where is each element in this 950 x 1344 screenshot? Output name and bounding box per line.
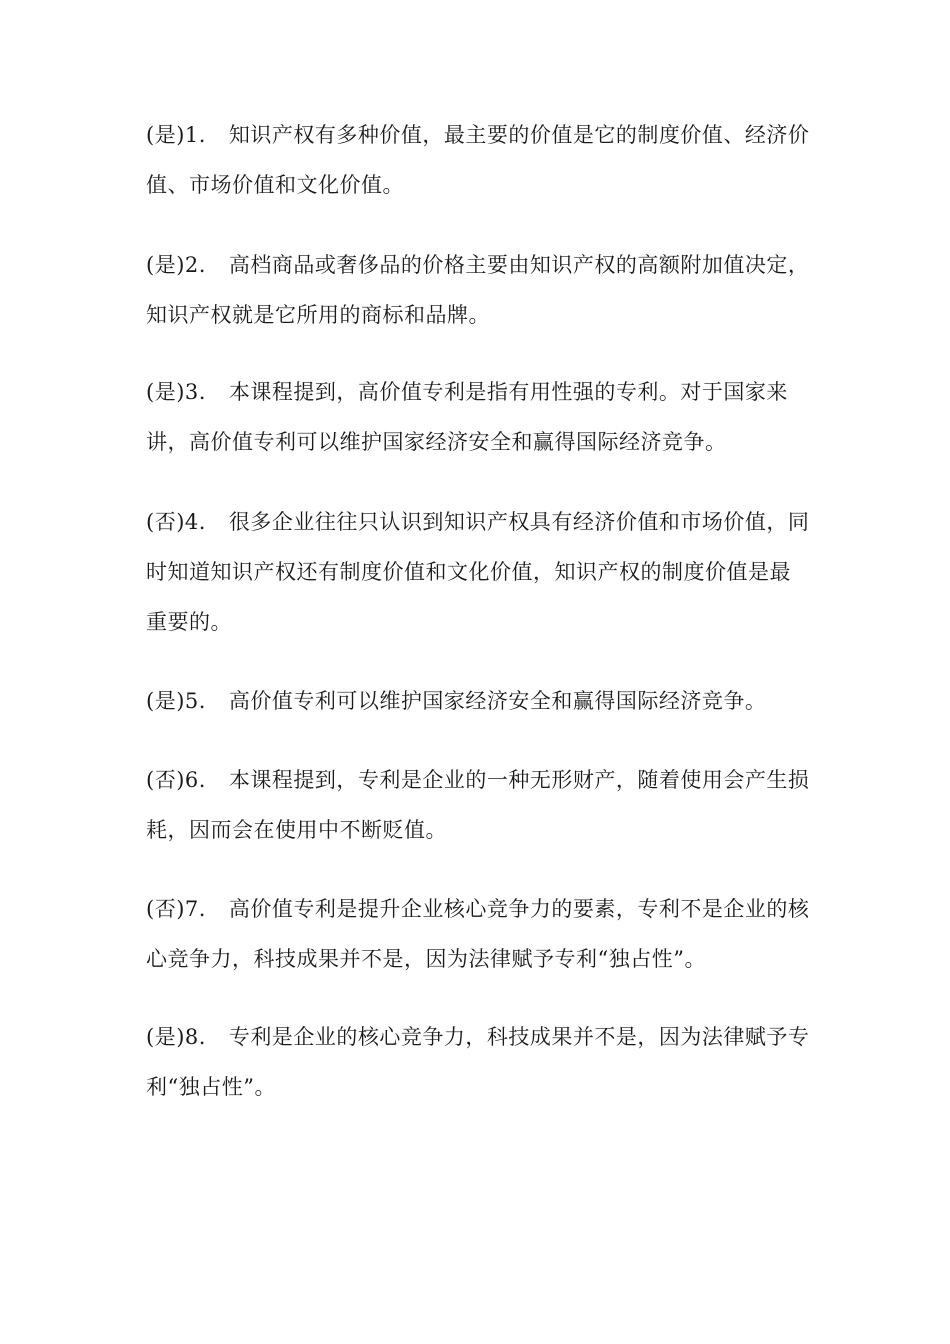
question-text: 专利是企业的核心竞争力，科技成果并不是，因为法律赋予专利“独占性”。 — [146, 1025, 810, 1099]
question-text: 高档商品或奢侈品的价格主要由知识产权的高额附加值决定，知识产权就是它所用的商标和品牌。 — [146, 253, 810, 327]
question-item-2 — [146, 240, 810, 340]
answer-label: (否) — [146, 510, 185, 534]
question-item-3 — [146, 367, 810, 467]
question-number: 5. — [184, 689, 206, 713]
answer-label: (否) — [146, 897, 185, 921]
question-item-8 — [146, 1012, 810, 1112]
question-text: 知识产权有多种价值，最主要的价值是它的制度价值、经济价值、市场价值和文化价值。 — [146, 123, 810, 197]
question-text: 本课程提到，高价值专利是指有用性强的专利。对于国家来讲，高价值专利可以维护国家经济安全和赢得国际经济竞争。 — [146, 380, 788, 454]
answer-label: (否) — [146, 768, 185, 792]
question-number: 1. — [184, 123, 206, 147]
question-number: 4. — [184, 510, 206, 534]
question-number: 7. — [184, 897, 206, 921]
question-text: 高价值专利是提升企业核心竞争力的要素，专利不是企业的核心竞争力，科技成果并不是，因为法律赋予专利“独占性”。 — [146, 897, 810, 971]
question-item-4 — [146, 497, 810, 647]
question-text: 很多企业往往只认识到知识产权具有经济价值和市场价值，同时知道知识产权还有制度价值和文化价值，知识产权的制度价值是最重要的。 — [146, 510, 810, 634]
question-item-7 — [146, 884, 810, 984]
answer-label: (是) — [146, 123, 185, 147]
question-text: 本课程提到，专利是企业的一种无形财产，随着使用会产生损耗，因而会在使用中不断贬值。 — [146, 768, 810, 842]
question-item-1 — [146, 110, 810, 210]
answer-label: (是) — [146, 380, 185, 404]
answer-label: (是) — [146, 1025, 185, 1049]
question-number: 2. — [184, 253, 206, 277]
question-number: 8. — [184, 1025, 206, 1049]
answer-label: (是) — [146, 689, 185, 713]
question-number: 6. — [184, 768, 206, 792]
question-text: 高价值专利可以维护国家经济安全和赢得国际经济竞争。 — [228, 689, 767, 713]
question-item-5 — [146, 676, 810, 726]
answer-label: (是) — [146, 253, 185, 277]
question-number: 3. — [184, 380, 206, 404]
question-item-6 — [146, 755, 810, 855]
